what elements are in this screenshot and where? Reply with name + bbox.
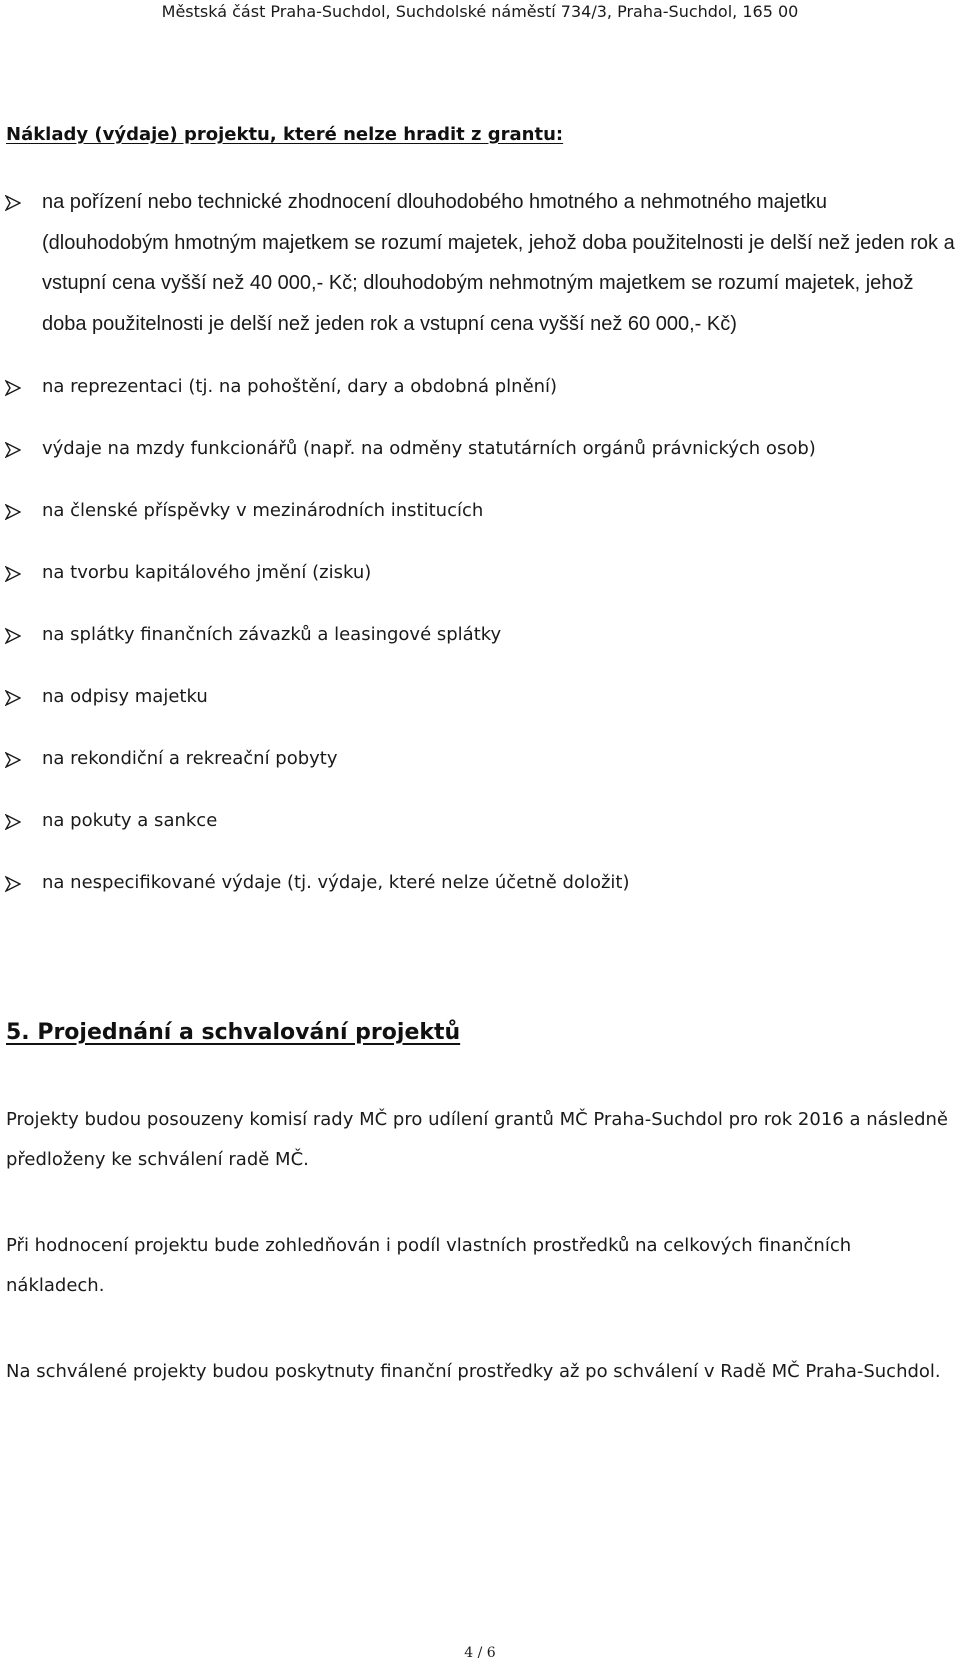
list-item-text: na splátky finančních závazků a leasingové splátky [42, 624, 502, 645]
arrowhead-bullet-icon [5, 504, 21, 520]
arrowhead-bullet-icon [5, 442, 21, 458]
paragraph-own-funds: Při hodnocení projektu bude zohledňován i podíl vlastních prostředků na celkových finančních nákladech. [6, 1235, 852, 1296]
list-item [0, 863, 960, 904]
arrowhead-bullet-icon [5, 628, 21, 644]
list-item [0, 739, 960, 780]
ineligible-costs-heading: Náklady (výdaje) projektu, které nelze hradit z grantu: [6, 124, 564, 145]
page-number: 4 / 6 [464, 1645, 496, 1661]
list-item [0, 801, 960, 842]
list-item [0, 553, 960, 594]
arrowhead-bullet-icon [5, 814, 21, 830]
paragraph-evaluation: Projekty budou posouzeny komisí rady MČ pro udílení grantů MČ Praha-Suchdol pro rok 2016 a následně předloženy ke schválení radě MČ. [6, 1109, 949, 1170]
arrowhead-bullet-icon [5, 566, 21, 582]
list-item [0, 677, 960, 718]
list-item-text: na tvorbu kapitálového jmění (zisku) [42, 562, 372, 583]
list-item [0, 182, 960, 344]
list-item-text: na odpisy majetku [42, 686, 208, 707]
ineligible-costs-list [0, 182, 960, 925]
list-item [0, 429, 960, 470]
page-header: Městská část Praha-Suchdol, Suchdolské náměstí 734/3, Praha-Suchdol, 165 00 [161, 2, 799, 21]
list-item-text: na reprezentaci (tj. na pohoštění, dary a obdobná plnění) [42, 376, 558, 397]
list-item-text: na členské příspěvky v mezinárodních institucích [42, 500, 484, 521]
arrowhead-bullet-icon [5, 690, 21, 706]
arrowhead-bullet-icon [5, 752, 21, 768]
list-item-text: na rekondiční a rekreační pobyty [42, 748, 338, 769]
list-item-text: výdaje na mzdy funkcionářů (např. na odměny statutárních orgánů právnických osob) [42, 438, 816, 459]
arrowhead-bullet-icon [5, 876, 21, 892]
arrowhead-bullet-icon [5, 195, 21, 211]
arrowhead-bullet-icon [5, 380, 21, 396]
paragraph-funding-release: Na schválené projekty budou poskytnuty finanční prostředky až po schválení v Radě MČ Praha-Suchdol. [6, 1361, 941, 1382]
list-item-text: na pokuty a sankce [42, 810, 218, 831]
list-item-text: na pořízení nebo technické zhodnocení dlouhodobého hmotného a nehmotného majetku (dlouhodobým hmotným majetkem se rozumí majetek, jehož doba použitelnosti je delší než jeden rok a vstupní cena vyšší než 40 000,- Kč; dlouhodobým nehmotným majetkem se rozumí majetek, jehož doba použitelnosti je delší než jeden rok a vstupní cena vyšší než 60 000,- Kč) [42, 191, 955, 335]
list-item-text: na nespecifikované výdaje (tj. výdaje, které nelze účetně doložit) [42, 872, 630, 893]
list-item [0, 491, 960, 532]
section-5-heading: 5. Projednání a schvalování projektů [6, 1020, 461, 1045]
list-item [0, 367, 960, 408]
list-item [0, 615, 960, 656]
